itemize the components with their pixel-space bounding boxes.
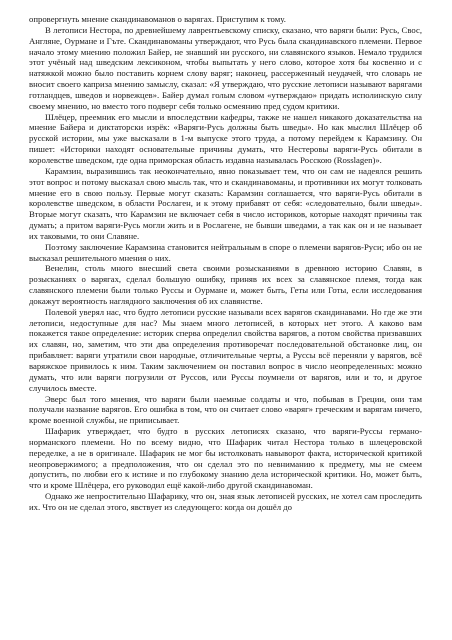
paragraph-6: Венелин, столь много внесший света своими розысканиями в древнюю историю Славян, в розысканиях о варягах, сделал большую ошибку, приняв их всех за славянское племя, тогда как славянского племени были только Руссы и Оурмане и, может быть, Геты или Готы, если исследования докажут вероятность наглядного заключения об их славянстве. <box>29 263 422 306</box>
paragraph-8: Эверс был того мнения, что варяги были наемные солдаты и что, побывав в Греции, они там получали название варягов. Его ошибка в том, что он считает слово «варяг» греческим и варягам ничего, кроме военной службы, не приписывает. <box>29 393 422 426</box>
paragraph-10: Однако же непростительно Шафарику, что он, зная язык летописей русских, не хотел сам проследить их. Что он не сделал этого, явствует из следующего: когда он дошёл до <box>29 491 422 512</box>
paragraph-2: В летописи Нестора, по древнейшему лаврентьевскому списку, сказано, что варяги были: Русь, Свос, Англяне, Оурмане и Гъте. Скандинавоманы утверждают, что Русь была скандинавского племени. Первое начало этому мнению положил Байер, не знавший ни русского, ни славянского языков. Немало трудился этот учёный над шведским лексиконом, чтобы выпытать у него слово, которое хотя бы косвенно и с натяжкой можно было поставить корнем слову варяг; наконец, рассерженный неудачей, что словарь не вносит своего каприза мнению замыслу, сказал: «Я утверждаю, что русские летописи называют варягами готландцев, шведов и норвежцев». Байер думал голым словом «утверждаю» придать исполинскую силу своему мнению, но вместо того подверг себя только осмеянию пред судом критики. <box>29 24 422 111</box>
paragraph-5: Поэтому заключение Карамзина становится нейтральным в споре о племени варягов-Руси; ибо он не высказал решительного мнения о них. <box>29 241 422 263</box>
paragraph-1: опровергнуть мнение скандинавоманов о варягах. Приступим к тому. <box>29 14 286 24</box>
document-body <box>29 14 422 513</box>
paragraph-3: Шлёцер, преемник его мысли и впоследствии кафедры, также не нашел никакого доказательства на мнение Байера и диктаторски изрёк: «Варяги-Русь должны быть шведы». Но как мыслил Шлёцер об русской истории, мы уже высказали в 1-м выпуске этого труда, а потому перейдем к Карамзину. Он пишет: «Историки находят основательные причины думать, что Нестеровы варяги-Русь обитали в королевстве шведском, где одна приморская область издавна называлась Росскою (Rosslagen)». <box>29 111 422 165</box>
paragraph-7: Полевой уверял нас, что будто летописи русские называли всех варягов скандинавами. Но где же эти летописи, недоступные для нас? Мы знаем много летописей, в которых нет этого. А каково вам покажется такое определение: историк сперва определил свойства варягов, а потом свойства призвавших их славян, но, заметим, что эти два определения противоречат последовательной обстановке лиц, он прибавляет: варяги утратили свои народные, отличительные черты, а Руссы всё переняли у варягов, всё варяжское привилось к ним. Таким заключением он поставил вопрос в число неопределенных: можно думать, что или варяги погрузили от Руссов, или Руссы поумнели от варягов, или и то, и другое случилось вместе. <box>29 306 422 393</box>
paragraph-4: Карамзин, выразившись так неокончательно, явно показывает тем, что он сам не надеялся решить этот вопрос и потому высказал свою мысль так, что и скандинавоманы, и противники их могут толковать мнение его в свою пользу. Первые могут сказать: Карамзин соглашается, что варяги-Русь обитали в королевстве шведском, в области Рослаген, и к этому прибавят от себя: «следовательно, были шведы». Вторые могут сказать, что Карамзин не включает себя в число историков, которые находят причины так думать; а притом варяги-Русь могли жить и в Рослагене, не бывши шведами, а так как он и не называет их таковыми, то они Славяне. <box>29 165 422 241</box>
paragraph-9: Шафарик утверждает, что будто в русских летописях сказано, что варяги-Руссы германо-норманского племени. Но по всему видно, что Шафарик читал Нестора только в шлецеровской переделке, а не в оригинале. Шафарик не мог бы истолковать навыворот факта, исторической критикой неопровержимого; а предположения, что он сделал это по невниманию к предмету, мы не смеем допустить, по любви его к истине и по глубокому знанию дела исторической критики. Но, может быть, что и кроме Шлёцера, его руководил ещё какой-либо другой скандинавоман. <box>29 426 422 491</box>
